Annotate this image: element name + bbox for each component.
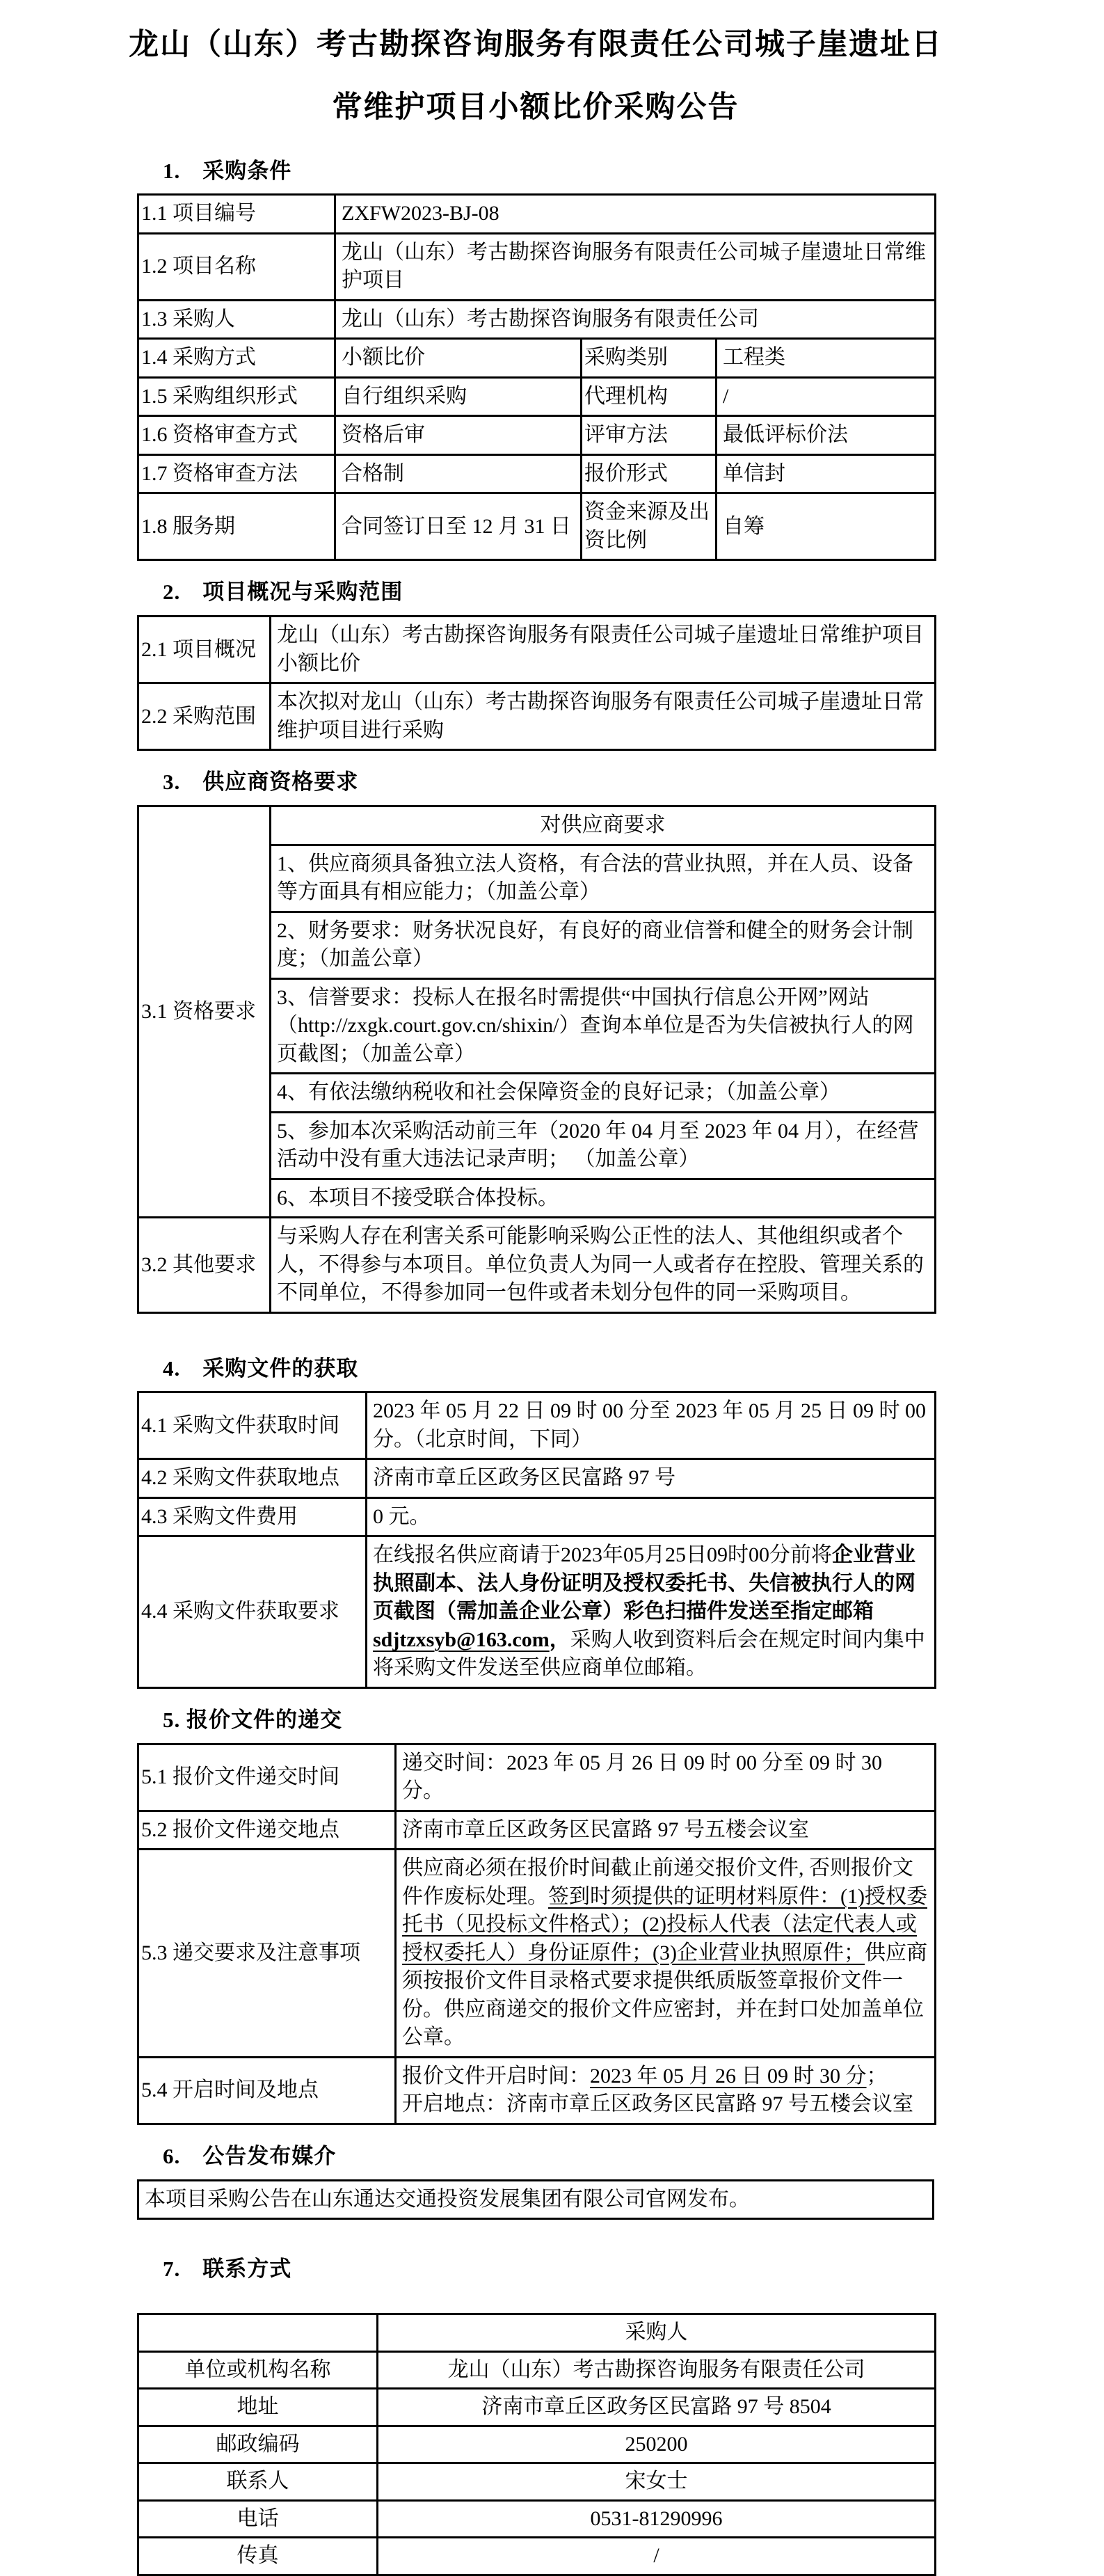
row-value: / [378, 2538, 936, 2575]
row-label: 1.2 项目名称 [138, 233, 335, 300]
row-value: 济南市章丘区政务区民富路 97 号 [367, 1459, 936, 1498]
row-label: 2.2 采购范围 [138, 683, 271, 750]
supplier-requirements-header: 对供应商要求 [271, 806, 936, 845]
section-4-heading: 4. 采购文件的获取 [163, 1355, 359, 1381]
table-row [138, 493, 936, 560]
row-value: 2023 年 05 月 22 日 09 时 00 分至 2023 年 05 月 25 日 09 时 00 分。（北京时间，下同） [367, 1392, 936, 1459]
row-value: 250200 [378, 2426, 936, 2463]
table-row [138, 2314, 936, 2352]
table-row [138, 1218, 936, 1313]
project-overview-table [137, 615, 936, 751]
table-row [138, 2180, 934, 2219]
table-row [138, 2389, 936, 2426]
row-value: 在线报名供应商请于2023年05月25日09时00分前将企业营业执照副本、法人身份证明及授权委托书、失信被执行人的网页截图（需加盖企业公章）彩色扫描件发送至指定邮箱sdjtzxsyb@163.com，采购人收到资料后会在规定时间内集中将采购文件发送至供应商单位邮箱。 [367, 1536, 936, 1688]
table-row [138, 1392, 936, 1459]
table-row [138, 2426, 936, 2463]
section-6-heading: 6. 公告发布媒介 [163, 2143, 337, 2168]
contact-header-purchaser: 采购人 [378, 2314, 936, 2352]
row-label: 2.1 项目概况 [138, 617, 271, 683]
row-value: 递交时间：2023 年 05 月 26 日 09 时 00 分至 09 时 30 分。 [396, 1744, 936, 1811]
document [129, 0, 943, 2576]
procurement-conditions-table [137, 193, 936, 561]
row-value: / [717, 377, 936, 416]
table-row [138, 1536, 936, 1688]
section-5-heading: 5. 报价文件的递交 [163, 1707, 342, 1732]
page-title [95, 14, 976, 140]
row-label: 联系人 [138, 2463, 378, 2501]
row-label: 1.4 采购方式 [138, 339, 335, 378]
row-value: 单信封 [717, 454, 936, 493]
qualification-requirements-label: 3.1 资格要求 [138, 806, 271, 1218]
bid-submission-table [137, 1743, 936, 2125]
row-label: 5.3 递交要求及注意事项 [138, 1850, 396, 2058]
row-label: 评审方法 [582, 416, 717, 455]
contact-header-empty-cell [138, 2314, 378, 2352]
table-row [138, 1744, 936, 1811]
row-value: 本次拟对龙山（山东）考古勘探咨询服务有限责任公司城子崖遗址日常维护项目进行采购 [271, 683, 936, 750]
row-value: 合同签订日至 12 月 31 日 [335, 493, 582, 560]
row-label: 4.1 采购文件获取时间 [138, 1392, 367, 1459]
row-label: 地址 [138, 2389, 378, 2426]
row-label: 资金来源及出资比例 [582, 493, 717, 560]
row-value: 自筹 [717, 493, 936, 560]
supplier-qualification-table [137, 805, 936, 1314]
row-label: 传真 [138, 2538, 378, 2575]
table-row [138, 2057, 936, 2124]
table-row [138, 2351, 936, 2389]
section-2-heading: 2. 项目概况与采购范围 [163, 580, 403, 605]
row-value: 宋女士 [378, 2463, 936, 2501]
row-label: 4.4 采购文件获取要求 [138, 1536, 367, 1688]
row-value: 合格制 [335, 454, 582, 493]
table-row [138, 454, 936, 493]
table-row [138, 300, 936, 339]
announcement-media-text: 本项目采购公告在山东通达交通投资发展集团有限公司官网发布。 [138, 2180, 934, 2219]
table-row [138, 339, 936, 378]
row-value: 报价文件开启时间：2023 年 05 月 26 日 09 时 30 分； 开启地点：济南市章丘区政务区民富路 97 号五楼会议室 [396, 2057, 936, 2124]
row-label: 5.2 报价文件递交地点 [138, 1811, 396, 1850]
row-label: 4.3 采购文件费用 [138, 1497, 367, 1536]
table-row [138, 806, 936, 845]
table-row [138, 195, 936, 234]
table-row [138, 2538, 936, 2575]
row-value: 0 元。 [367, 1497, 936, 1536]
row-value: 自行组织采购 [335, 377, 582, 416]
qualification-item: 3、信誉要求：投标人在报名时需提供“中国执行信息公开网”网站（http://zxgk.court.gov.cn/shixin/）查询本单位是否为失信被执行人的网页截图；（加盖公章） [271, 978, 936, 1074]
table-row [138, 1850, 936, 2058]
row-label: 4.2 采购文件获取地点 [138, 1459, 367, 1498]
section-1-heading: 1. 采购条件 [163, 158, 292, 183]
other-requirements-label: 3.2 其他要求 [138, 1218, 271, 1313]
row-label: 采购类别 [582, 339, 717, 378]
qualification-item: 1、供应商须具备独立法人资格，有合法的营业执照，并在人员、设备等方面具有相应能力；（加盖公章） [271, 845, 936, 912]
row-label: 1.8 服务期 [138, 493, 335, 560]
other-requirements-text: 与采购人存在利害关系可能影响采购公正性的法人、其他组织或者个人，不得参与本项目。单位负责人为同一人或者存在控股、管理关系的不同单位，不得参加同一包件或者未划分包件的同一采购项目。 [271, 1218, 936, 1313]
table-row [138, 416, 936, 455]
qualification-item: 2、财务要求：财务状况良好，有良好的商业信誉和健全的财务会计制度；（加盖公章） [271, 912, 936, 978]
row-label: 1.1 项目编号 [138, 195, 335, 234]
row-value: 资格后审 [335, 416, 582, 455]
row-label: 1.5 采购组织形式 [138, 377, 335, 416]
row-label: 5.4 开启时间及地点 [138, 2057, 396, 2124]
table-row [138, 1459, 936, 1498]
table-row [138, 2500, 936, 2538]
row-value: 龙山（山东）考古勘探咨询服务有限责任公司 [335, 300, 936, 339]
table-row [138, 683, 936, 750]
row-label: 1.6 资格审查方式 [138, 416, 335, 455]
announcement-media-table [137, 2179, 934, 2220]
qualification-item: 4、有依法缴纳税收和社会保障资金的良好记录；（加盖公章） [271, 1074, 936, 1113]
table-row [138, 233, 936, 300]
row-value: 龙山（山东）考古勘探咨询服务有限责任公司城子崖遗址日常维护项目小额比价 [271, 617, 936, 683]
table-row [138, 1497, 936, 1536]
row-label: 邮政编码 [138, 2426, 378, 2463]
row-label: 单位或机构名称 [138, 2351, 378, 2389]
table-row [138, 2463, 936, 2501]
qualification-item: 6、本项目不接受联合体投标。 [271, 1179, 936, 1218]
row-value: 最低评标价法 [717, 416, 936, 455]
row-value: 龙山（山东）考古勘探咨询服务有限责任公司城子崖遗址日常维护项目 [335, 233, 936, 300]
row-value: 济南市章丘区政务区民富路 97 号五楼会议室 [396, 1811, 936, 1850]
page-title-line-2: 常维护项目小额比价采购公告 [332, 91, 739, 125]
section-7-heading: 7. 联系方式 [163, 2257, 292, 2282]
row-value: 龙山（山东）考古勘探咨询服务有限责任公司 [378, 2351, 936, 2389]
qualification-item: 5、参加本次采购活动前三年（2020 年 04 月至 2023 年 04 月），在经营活动中没有重大违法记录声明； （加盖公章） [271, 1112, 936, 1179]
section-3-heading: 3. 供应商资格要求 [163, 770, 359, 795]
row-value: 供应商必须在报价时间截止前递交报价文件, 否则报价文件作废标处理。签到时须提供的证明材料原件：(1)授权委托书（见投标文件格式）；(2)投标人代表（法定代表人或授权委托人）身份证原件；(3)企业营业执照原件；供应商须按报价文件目录格式要求提供纸质版签章报价文件一份。供应商递交的报价文件应密封，并在封口处加盖单位公章。 [396, 1850, 936, 2058]
page-title-line-1: 龙山（山东）考古勘探咨询服务有限责任公司城子崖遗址日 [129, 29, 943, 61]
row-label: 代理机构 [582, 377, 717, 416]
row-value: 0531-81290996 [378, 2500, 936, 2538]
row-label: 5.1 报价文件递交时间 [138, 1744, 396, 1811]
row-value: 济南市章丘区政务区民富路 97 号 8504 [378, 2389, 936, 2426]
row-label: 1.3 采购人 [138, 300, 335, 339]
row-label: 报价形式 [582, 454, 717, 493]
contact-info-table [137, 2313, 936, 2576]
document-acquisition-table [137, 1391, 936, 1689]
row-value: 工程类 [717, 339, 936, 378]
table-row [138, 377, 936, 416]
row-label: 电话 [138, 2500, 378, 2538]
table-row [138, 617, 936, 683]
table-row [138, 1811, 936, 1850]
row-value: ZXFW2023-BJ-08 [335, 195, 936, 234]
row-label: 1.7 资格审查方法 [138, 454, 335, 493]
row-value: 小额比价 [335, 339, 582, 378]
